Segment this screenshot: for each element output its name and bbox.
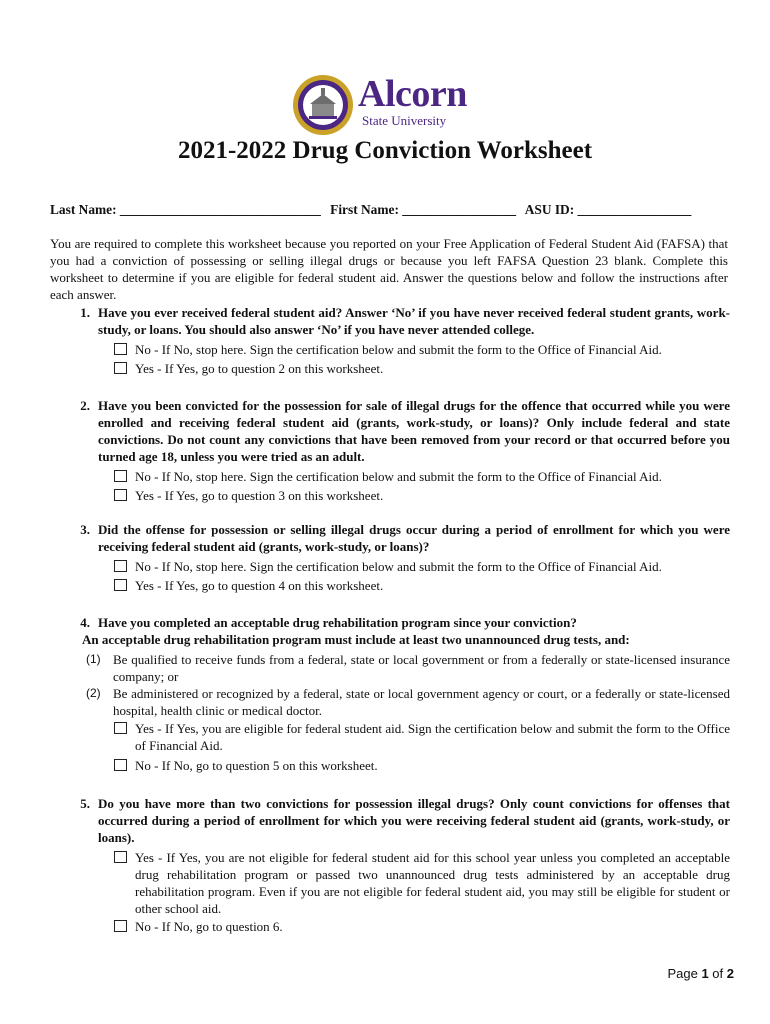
checkbox[interactable] bbox=[114, 560, 127, 572]
question-number: 4. bbox=[80, 615, 90, 630]
total-pages: 2 bbox=[726, 966, 734, 981]
question-2 bbox=[50, 397, 730, 504]
checkbox[interactable] bbox=[114, 920, 127, 932]
question-text: Have you ever received federal student aid? Answer ‘No’ if you have never received federal student grants, work-study, or loans. You should also answer ‘No’ if you have never attended college. bbox=[98, 305, 730, 337]
logo-wordmark: Alcorn bbox=[358, 73, 467, 115]
university-logo bbox=[292, 72, 492, 142]
option-text: No - If No, go to question 6. bbox=[135, 919, 283, 934]
question-text: Have you completed an acceptable drug rehabilitation program since your conviction? bbox=[98, 615, 577, 630]
option-yes[interactable] bbox=[114, 577, 730, 594]
checkbox[interactable] bbox=[114, 470, 127, 482]
question-4 bbox=[50, 614, 730, 774]
condition-text: Be qualified to receive funds from a federal, state or local government or from a federally or state-licensed insurance company; or bbox=[113, 652, 730, 684]
intro-paragraph: You are required to complete this worksheet because you reported on your Free Application of Federal Student Aid (FAFSA) that you had a conviction of possessing or selling illegal drugs or because you left FAFSA Question 23 blank. Complete this worksheet to determine if you are eligible for federal student aid. Answer the questions below and follow the instructions after each answer. bbox=[50, 236, 728, 302]
option-no[interactable] bbox=[114, 558, 730, 575]
of-word: of bbox=[712, 966, 724, 981]
question-1 bbox=[50, 304, 730, 377]
option-text: No - If No, go to question 5 on this worksheet. bbox=[135, 758, 378, 773]
question-number: 3. bbox=[80, 522, 90, 537]
checkbox[interactable] bbox=[114, 343, 127, 355]
checkbox[interactable] bbox=[114, 362, 127, 374]
question-text: Do you have more than two convictions for possession illegal drugs? Only count convictions for offenses that occurred during a period of enrollment for which you were receiving federal student aid (grants, work-study, or loans). bbox=[98, 796, 730, 845]
condition-text: Be administered or recognized by a federal, state or local government agency or court, or a federally or state-licensed hospital, health clinic or medical doctor. bbox=[113, 686, 730, 718]
option-text: Yes - If Yes, go to question 3 on this worksheet. bbox=[135, 488, 384, 503]
option-text: No - If No, stop here. Sign the certification below and submit the form to the Office of Financial Aid. bbox=[135, 342, 662, 357]
option-yes[interactable] bbox=[114, 487, 730, 504]
page-word: Page bbox=[667, 966, 698, 981]
checkbox[interactable] bbox=[114, 579, 127, 591]
checkbox[interactable] bbox=[114, 851, 127, 863]
option-text: Yes - If Yes, you are not eligible for federal student aid for this school year unless you completed an acceptable drug rehabilitation program or passed two unannounced drug tests administered by an acceptable drug rehabilitation program. Even if you are not eligible for federal student aid, you may still be eligible for student or other school aid. bbox=[135, 850, 730, 916]
question-number: 5. bbox=[80, 796, 90, 811]
asu-id-field[interactable]: ASU ID: _________________ bbox=[524, 202, 692, 217]
option-no[interactable] bbox=[114, 918, 730, 935]
option-no[interactable] bbox=[114, 757, 730, 774]
question-text: Did the offense for possession or selling illegal drugs occur during a period of enrollment for which you were receiving federal student aid (grants, work-study, or loans)? bbox=[98, 522, 730, 554]
question-3 bbox=[50, 521, 730, 594]
page-title: 2021-2022 Drug Conviction Worksheet bbox=[177, 137, 593, 164]
checkbox[interactable] bbox=[114, 489, 127, 501]
identity-fields bbox=[50, 202, 740, 218]
condition-number: (2) bbox=[86, 686, 101, 700]
condition-1 bbox=[50, 651, 730, 685]
checkbox[interactable] bbox=[114, 722, 127, 734]
option-text: Yes - If Yes, go to question 4 on this worksheet. bbox=[135, 578, 384, 593]
first-name-field[interactable]: First Name: _________________ bbox=[330, 202, 517, 217]
option-text: No - If No, stop here. Sign the certification below and submit the form to the Office of Financial Aid. bbox=[135, 559, 662, 574]
question-number: 1. bbox=[80, 305, 90, 320]
condition-number: (1) bbox=[86, 652, 101, 666]
option-text: Yes - If Yes, go to question 2 on this worksheet. bbox=[135, 361, 384, 376]
option-yes[interactable] bbox=[114, 849, 730, 917]
checkbox[interactable] bbox=[114, 759, 127, 771]
option-yes[interactable] bbox=[114, 360, 730, 377]
condition-2 bbox=[50, 685, 730, 719]
option-no[interactable] bbox=[114, 341, 730, 358]
option-yes[interactable] bbox=[114, 720, 730, 754]
last-name-field[interactable]: Last Name: ______________________________ bbox=[50, 202, 321, 217]
university-seal-icon bbox=[292, 74, 354, 136]
question-number: 2. bbox=[80, 398, 90, 413]
option-text: Yes - If Yes, you are eligible for federal student aid. Sign the certification below and submit the form to the Office of Financial Aid. bbox=[135, 721, 730, 753]
option-text: No - If No, stop here. Sign the certification below and submit the form to the Office of Financial Aid. bbox=[135, 469, 662, 484]
rehab-program-requirements: An acceptable drug rehabilitation program must include at least two unannounced drug tests, and: bbox=[82, 632, 630, 647]
current-page: 1 bbox=[701, 966, 709, 981]
question-text: Have you been convicted for the possession for sale of illegal drugs for the offence that occurred while you were enrolled and receiving federal student aid (grants, work-study, or loans)? Only include federal and state convictions. Do not count any convictions that have been removed from your record or that occurred before you turned age 18, unless you were tried as an adult. bbox=[98, 398, 730, 464]
option-no[interactable] bbox=[114, 468, 730, 485]
logo-subtitle: State University bbox=[362, 113, 447, 128]
page-number bbox=[667, 966, 734, 981]
question-5 bbox=[50, 795, 730, 935]
